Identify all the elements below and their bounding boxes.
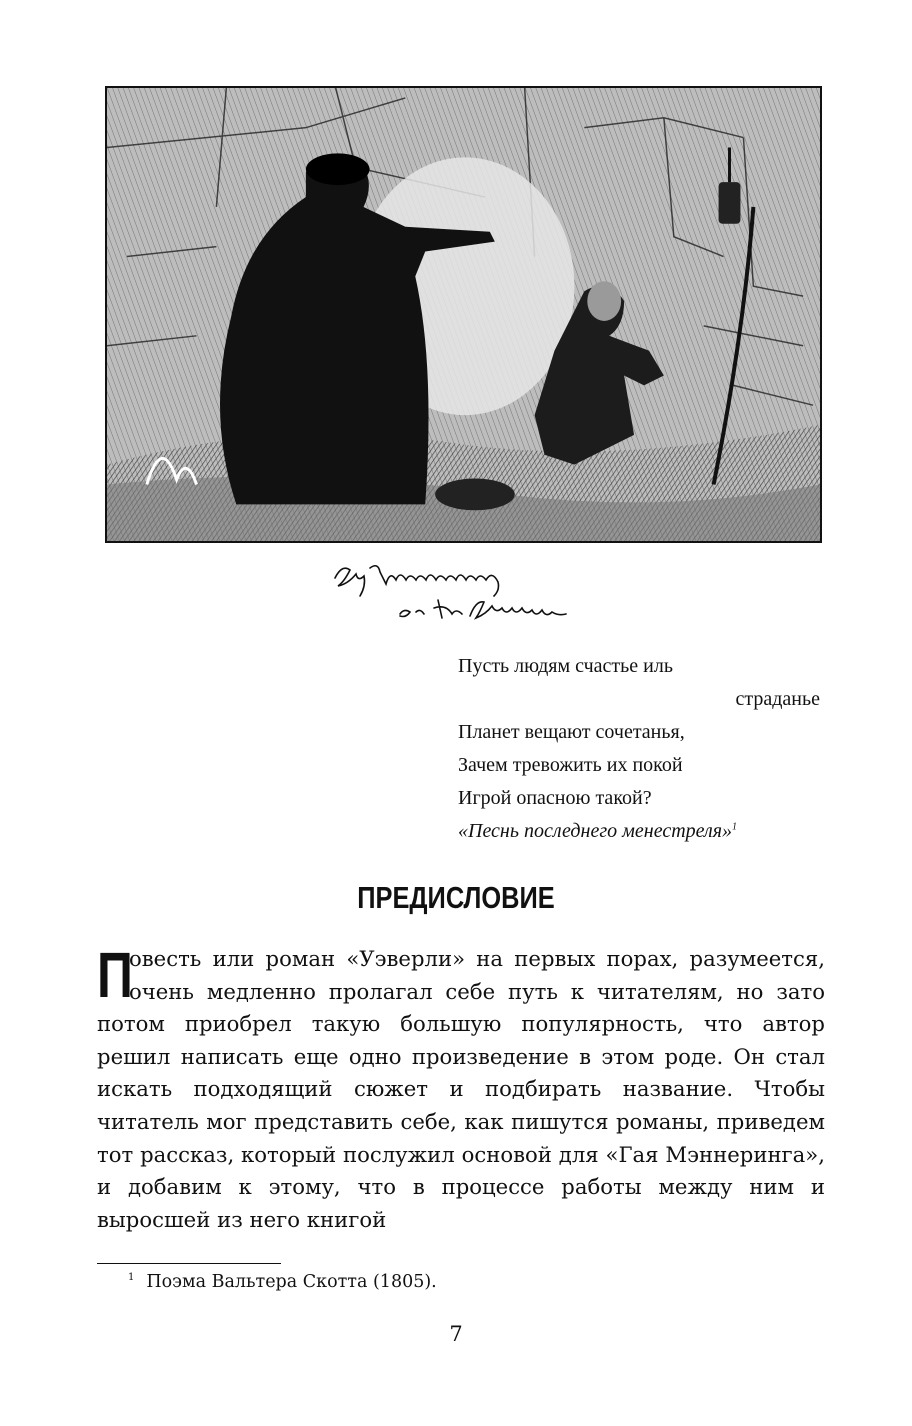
handwritten-signature bbox=[330, 556, 590, 634]
footnote-number: 1 bbox=[128, 1272, 135, 1283]
epigraph bbox=[458, 650, 828, 848]
paragraph-text: овесть или роман «Уэверли» на первых порах, разумеется, очень медленно пролагал себе путь к читателям, но зато потом приобрел такую большую популярность, что автор решил написать еще одно произведение в этом роде. Он стал искать подходящий сюжет и подбирать название. Чтобы читатель мог представить себе, как пишутся романы, приведем тот рассказ, который послужил основой для «Гая Мэннеринга», и добавим к этому, что в процессе работы между ним и выросшей из него книгой bbox=[97, 946, 825, 1232]
epigraph-source bbox=[458, 815, 828, 848]
epigraph-source-text: «Песнь последнего менестреля» bbox=[458, 820, 733, 842]
footnote-reference[interactable]: 1 bbox=[732, 821, 738, 833]
footnote-divider bbox=[97, 1263, 281, 1264]
epigraph-line-3: Планет вещают сочетанья, bbox=[458, 721, 685, 743]
page-number: 7 bbox=[449, 1322, 463, 1346]
epigraph-line-5: Игрой опасною такой? bbox=[458, 787, 652, 809]
epigraph-line-1: Пусть людям счастье иль bbox=[458, 655, 673, 677]
drop-cap: П bbox=[97, 939, 133, 1011]
epigraph-line-2: страданье bbox=[735, 688, 820, 710]
engraving-illustration bbox=[105, 86, 822, 543]
epigraph-line-4: Зачем тревожить их покой bbox=[458, 754, 683, 776]
body-paragraph bbox=[97, 939, 825, 1236]
footnote bbox=[128, 1272, 437, 1292]
chapter-heading: ПРЕДИСЛОВИЕ bbox=[357, 880, 555, 915]
footnote-text: Поэма Вальтера Скотта (1805). bbox=[146, 1272, 437, 1292]
